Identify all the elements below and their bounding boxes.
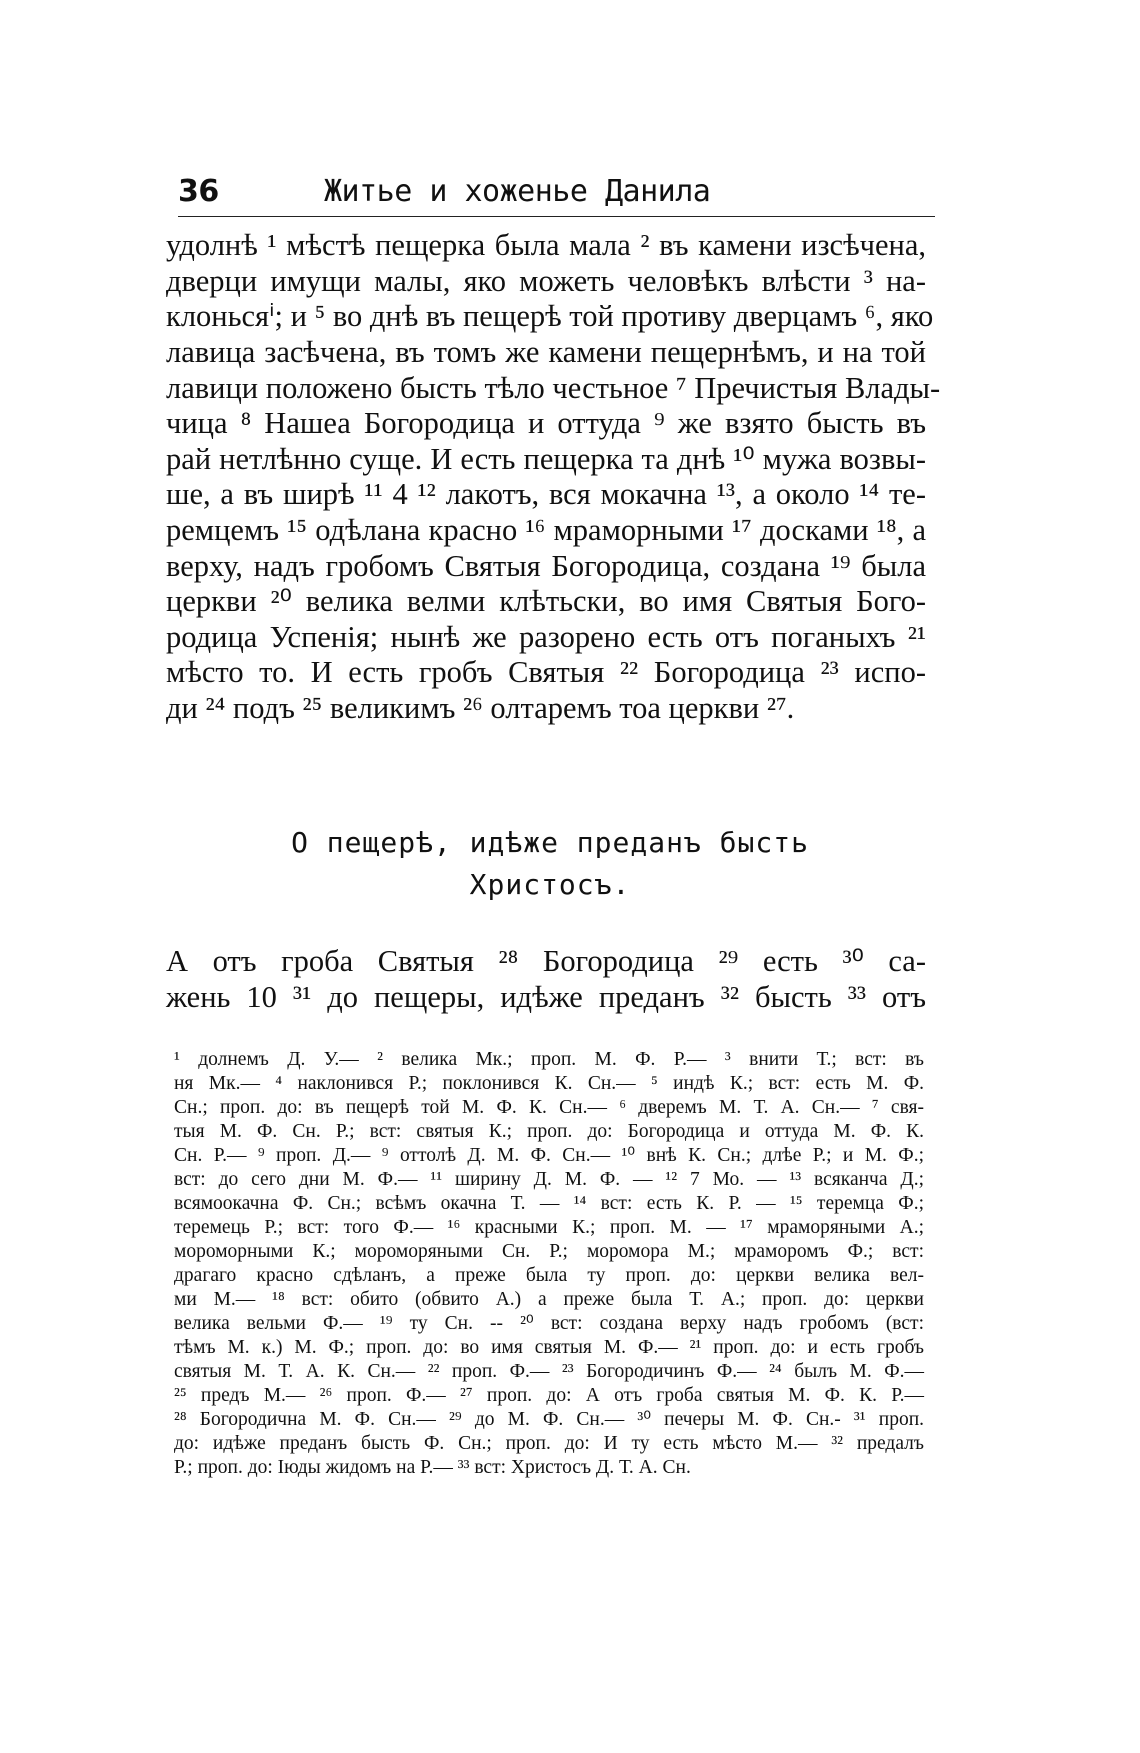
text-line: дверци имущи малы, яко можеть человѣкъ влѣсти ³ на- (166, 264, 926, 298)
text-line: клоньсяⁱ; и ⁵ во днѣ въ пещерѣ той противу дверцамъ ⁶, яко (166, 299, 934, 333)
footnote-line: мороморными К.; мороморяными Сн. Р.; моромора М.; мраморомъ Ф.; вст: (174, 1241, 924, 1262)
text-line: церкви ²⁰ велика велми клѣтьски, во имя Святыя Бого- (166, 584, 926, 618)
footnote-line: велика вельми Ф.— ¹⁹ ту Сн. -- ²⁰ вст: создана верху надъ гробомъ (вст: (174, 1313, 924, 1334)
footnote-line: тѣмъ М. к.) М. Ф.; проп. до: во имя святыя М. Ф.— ²¹ проп. до: и есть гробъ (174, 1337, 924, 1358)
footnote-line: Р.; проп. до: Іюды жидомъ на Р.— ³³ вст: Христосъ Д. Т. А. Сн. (174, 1457, 691, 1478)
text-line: чица ⁸ Нашеа Богородица и оттуда ⁹ же взято бысть въ (166, 406, 926, 440)
footnote-line: святыя М. Т. А. К. Сн.— ²² проп. Ф.— ²³ Богородичинъ Ф.— ²⁴ былъ М. Ф.— (174, 1361, 924, 1382)
footnote-line: ¹ долнемъ Д. У.— ² велика Мк.; проп. М. Ф. Р.— ³ внити Т.; вст: въ (174, 1049, 924, 1070)
footnote-line: Сн. Р.— ⁹ проп. Д.— ⁹ оттолѣ Д. М. Ф. Сн.— ¹⁰ внѣ К. Сн.; длѣе Р.; и М. Ф.; (174, 1145, 924, 1166)
text-line: верху, надъ гробомъ Святыя Богородица, создана ¹⁹ была (166, 549, 926, 583)
footnote-line: ²⁵ предъ М.— ²⁶ проп. Ф.— ²⁷ проп. до: А отъ гроба святыя М. Ф. К. Р.— (174, 1385, 924, 1406)
footnote-line: всямоокачна Ф. Сн.; всѣмъ окачна Т. — ¹⁴ вст: есть К. Р. — ¹⁵ теремца Ф.; (174, 1193, 924, 1214)
footnote-line: вст: до сего дни М. Ф.— ¹¹ ширину Д. М. Ф. — ¹² 7 Мо. — ¹³ всяканча Д.; (174, 1169, 924, 1190)
footnote-line: ня Мк.— ⁴ наклонився Р.; поклонився К. Сн.— ⁵ индѣ К.; вст: есть М. Ф. (174, 1073, 924, 1094)
page-number: 36 (178, 174, 219, 209)
section-heading-line: Христосъ. (469, 868, 631, 901)
text-line: ше, а въ ширѣ ¹¹ 4 ¹² лакотъ, вся мокачна ¹³, а около ¹⁴ те- (166, 477, 926, 511)
running-title: Житье и хоженье Данила (324, 174, 711, 209)
footnote-line: до: идѣже преданъ бысть Ф. Сн.; проп. до: И ту есть мѣсто М.— ³² предалъ (174, 1433, 924, 1454)
footnote-line: теремець Р.; вст: того Ф.— ¹⁶ красными К.; проп. М. — ¹⁷ мраморяными А.; (174, 1217, 924, 1238)
footnote-line: ми М.— ¹⁸ вст: обито (обвито А.) а преже была Т. А.; проп. до: церкви (174, 1289, 924, 1310)
footnote-line: ²⁸ Богородична М. Ф. Сн.— ²⁹ до М. Ф. Сн.— ³⁰ печеры М. Ф. Сн.- ³¹ проп. (174, 1409, 924, 1430)
text-line: родица Успенія; нынѣ же разорено есть отъ поганыхъ ²¹ (166, 620, 926, 654)
section-heading-line: О пещерѣ, идѣже преданъ бысть (291, 826, 809, 859)
text-line: удолнѣ ¹ мѣстѣ пещерка была мала ² въ камени изсѣчена, (166, 228, 926, 262)
text-line: ремцемъ ¹⁵ одѣлана красно ¹⁶ мраморными ¹⁷ досками ¹⁸, а (166, 513, 926, 547)
footnote-line: драгаго красно сдѣланъ, а преже была ту проп. до: церкви велика вел- (174, 1265, 924, 1286)
text-line: лавица засѣчена, въ томъ же камени пещернѣмъ, и на той (166, 335, 926, 369)
text-line: жень 10 ³¹ до пещеры, идѣже преданъ ³² бысть ³³ отъ (166, 980, 926, 1014)
footnote-line: тыя М. Ф. Сн. Р.; вст: святыя К.; проп. до: Богородица и оттуда М. Ф. К. (174, 1121, 924, 1142)
footnote-line: Сн.; проп. до: въ пещерѣ той М. Ф. К. Сн.— ⁶ дверемъ М. Т. А. Сн.— ⁷ свя- (174, 1097, 924, 1118)
text-line: рай нетлѣнно суще. И есть пещерка та днѣ ¹⁰ мужа возвы- (166, 442, 926, 476)
text-line: лавици положено бысть тѣло честьное ⁷ Пречистыя Влады- (166, 371, 941, 405)
text-line: ди ²⁴ подъ ²⁵ великимъ ²⁶ олтаремъ тоа церкви ²⁷. (166, 691, 795, 725)
text-line: мѣсто то. И есть гробъ Святыя ²² Богородица ²³ испо- (166, 655, 926, 689)
text-line: А отъ гроба Святыя ²⁸ Богородица ²⁹ есть ³⁰ са- (166, 944, 926, 978)
